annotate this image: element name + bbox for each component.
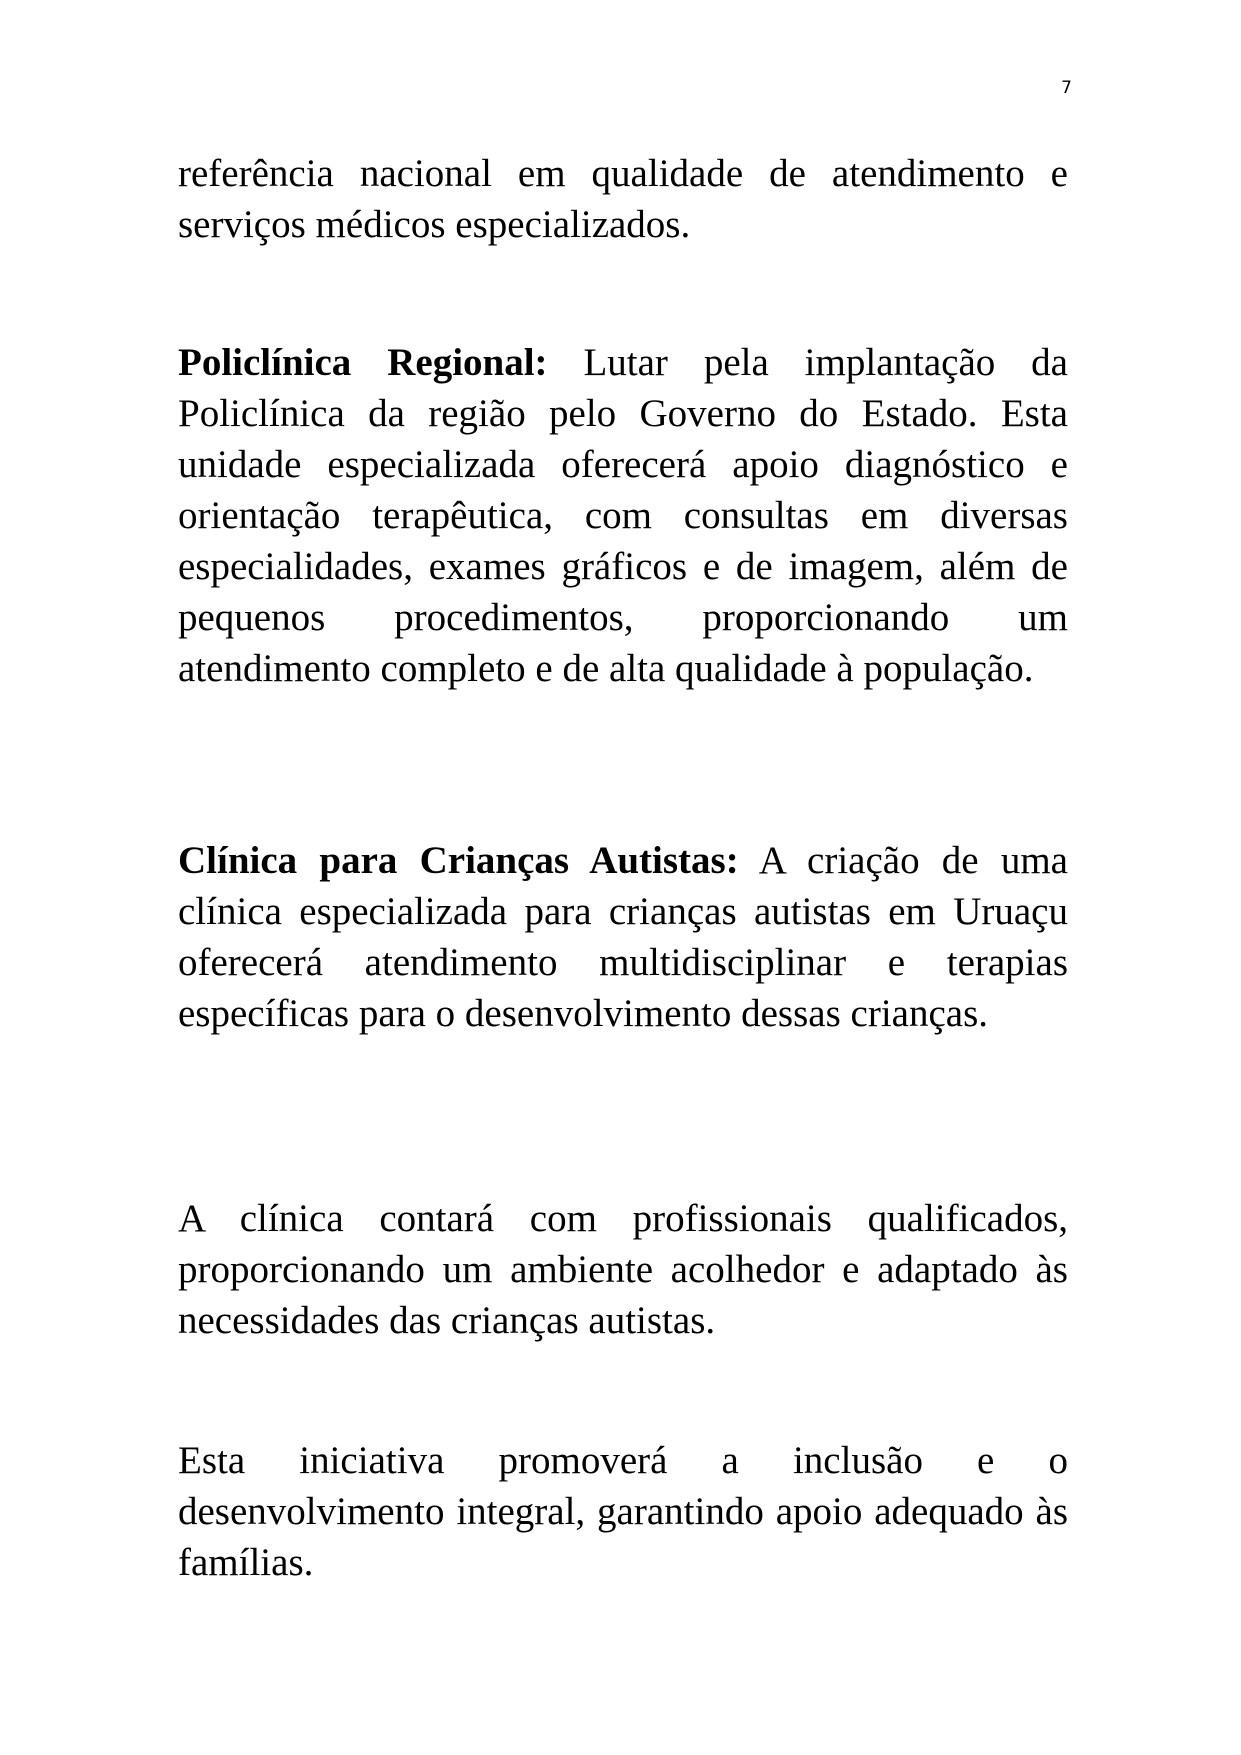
paragraph-text: A clínica contará com profissionais qualificados, proporcionando um ambiente acolhedor e adaptado às necessidades das crianças autistas. bbox=[178, 1197, 1068, 1342]
paragraph-text: A criação de uma clínica especializada para crianças autistas em Uruaçu oferecerá atendimento multidisciplinar e terapias específicas para o desenvolvimento dessas crianças. bbox=[178, 839, 1068, 1035]
paragraph-clinica-autistas bbox=[178, 835, 1068, 1039]
page-number: 7 bbox=[1061, 78, 1072, 98]
paragraph-text: referência nacional em qualidade de atendimento e serviços médicos especializados. bbox=[178, 152, 1068, 246]
paragraph-heading: Clínica para Crianças Autistas: bbox=[178, 839, 739, 882]
paragraph-text: Esta iniciativa promoverá a inclusão e o desenvolvimento integral, garantindo apoio adequado às famílias. bbox=[178, 1439, 1068, 1584]
paragraph-policlinica-regional bbox=[178, 337, 1068, 694]
paragraph-text: Lutar pela implantação da Policlínica da região pelo Governo do Estado. Esta unidade especializada oferecerá apoio diagnóstico e orientação terapêutica, com consultas em diversas especialidades, exames gráficos e de imagem, além de pequenos procedimentos, proporcionando um atendimento completo e de alta qualidade à população. bbox=[178, 341, 1068, 690]
paragraph-heading: Policlínica Regional: bbox=[178, 341, 548, 384]
paragraph-iniciativa bbox=[178, 1435, 1068, 1588]
paragraph-continuation bbox=[178, 148, 1068, 250]
paragraph-profissionais bbox=[178, 1193, 1068, 1346]
